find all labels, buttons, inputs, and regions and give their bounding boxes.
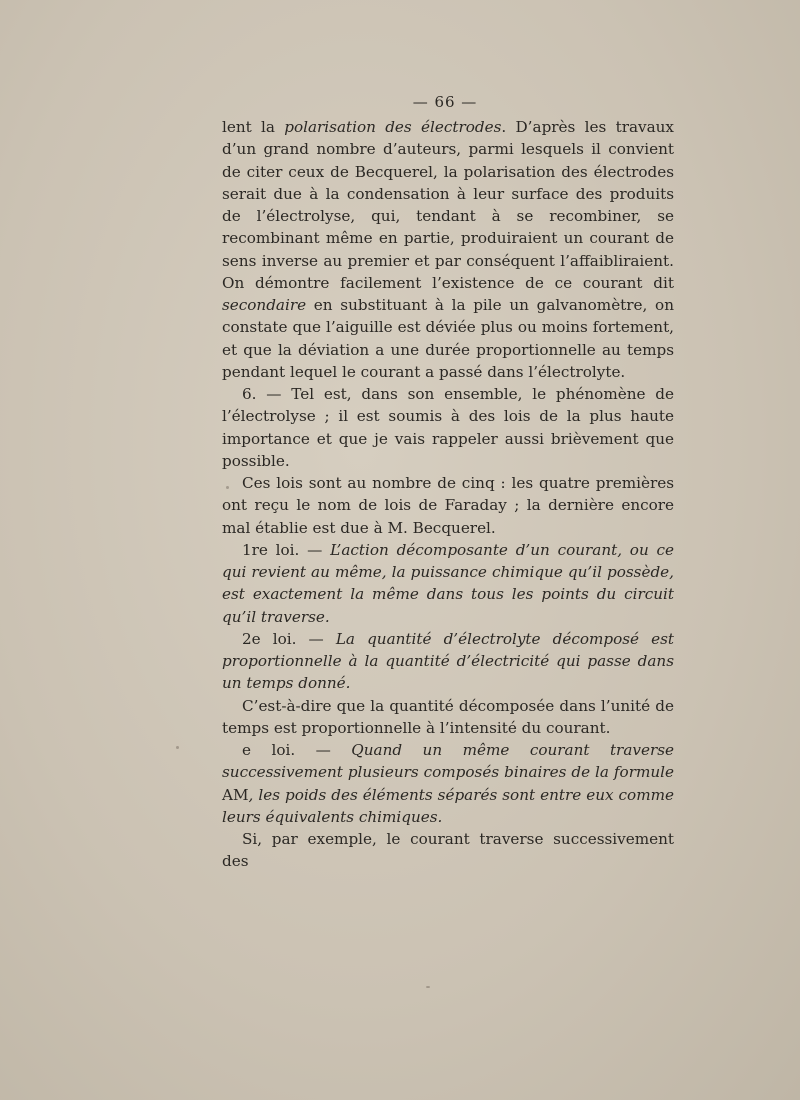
text-run: Ces lois sont au nombre de cinq : les quatre premières ont reçu le nom de lois de Faraday ; la dernière encore mal établie est due à M. Becquerel. — [222, 474, 674, 537]
paper-speck — [226, 486, 229, 489]
text-run: AM — [222, 785, 249, 804]
text-run: 6. — Tel est, dans son ensemble, le phénomène de l’électrolyse ; il est soumis à des lois de la plus haute importance et que je vais rappeler aussi brièvement que possible. — [222, 385, 674, 470]
paragraph — [222, 628, 674, 695]
italic-text: L’action décomposante d’un courant, ou ce qui revient au même, la puissance chimique qu’il possède, est exactement la même dans tous les points du circuit qu’il traverse. — [222, 540, 674, 626]
italic-text: polarisation des électrodes — [284, 118, 502, 136]
text-run: C’est-à-dire que la quantité décomposée dans l’unité de temps est proportionnelle à l’intensité du courant. — [222, 696, 674, 737]
text-run: 2e loi. — — [242, 629, 336, 648]
paragraph — [222, 695, 674, 740]
paper-speck — [176, 746, 179, 749]
text-run: e loi. — — [242, 741, 352, 759]
italic-text: , les poids des éléments séparés sont entre eux comme leurs équivalents chimiques. — [222, 785, 674, 826]
italic-text: secondaire — [222, 296, 307, 314]
text-run: Si, par exemple, le courant traverse successivement des — [222, 830, 674, 871]
italic-text: La quantité d’électrolyte décomposé est proportionnelle à la quantité d’électricité qui passe dans un temps donné. — [222, 629, 675, 693]
text-run: lent la — [222, 118, 285, 136]
text-run: en substituant à la pile un galvanomètre, on constate que l’aiguille est déviée plus ou moins fortement, et que la déviation a une durée proportionnelle au temps pendant lequel le courant a passé dans l’électrolyte. — [222, 296, 674, 381]
paragraph — [222, 472, 674, 539]
paragraph — [222, 383, 674, 472]
page-number: — 66 — — [412, 93, 478, 111]
paper-speck — [426, 986, 430, 988]
text-run: . D’après les travaux d’un grand nombre d’auteurs, parmi lesquels il convient de citer ceux de Becquerel, la polarisation des électrodes serait due à la condensation à leur surface des produits de l’électrolyse, qui, tendant à se recombiner, se recombinant même en partie, produiraient un courant de sens inverse au premier et par conséquent l’affaibliraient. On démontre facilement l’existence de ce courant dit — [222, 118, 674, 292]
paragraph — [222, 116, 674, 383]
body-text — [222, 116, 674, 873]
paragraph — [222, 828, 674, 873]
paragraph — [222, 539, 674, 628]
paragraph — [222, 739, 674, 828]
italic-text: Quand un même courant traverse successivement plusieurs composés binaires de la formule — [222, 741, 674, 782]
text-run: 1re loi. — — [242, 540, 331, 559]
